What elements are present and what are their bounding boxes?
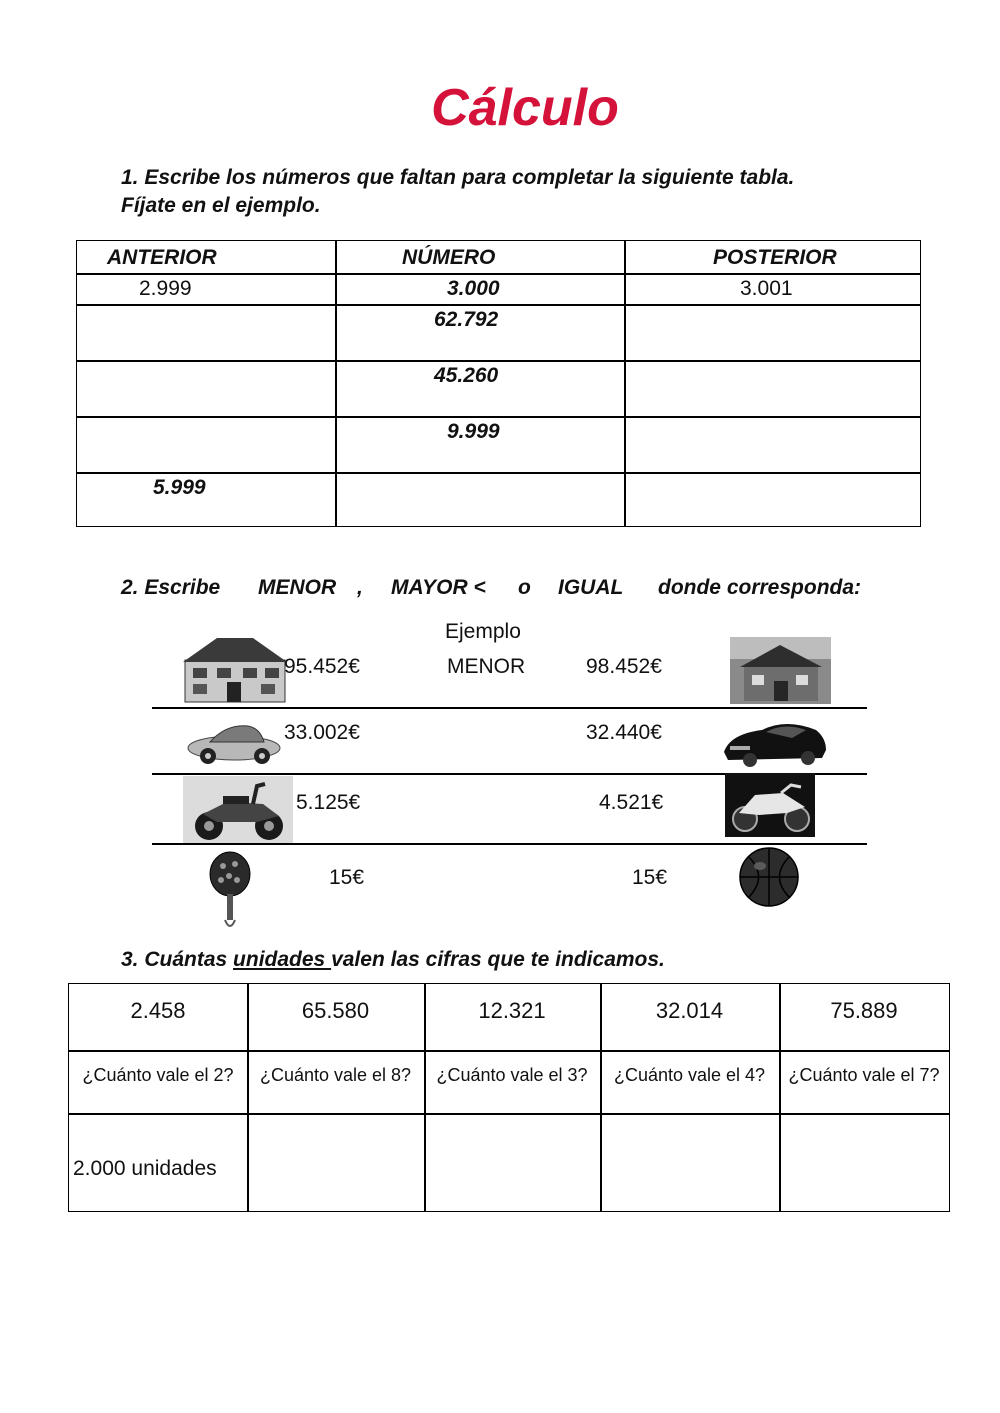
given-numero-3: 9.999 — [447, 420, 500, 443]
answer-cell-posterior-2[interactable] — [637, 365, 907, 411]
header-numero: NÚMERO — [402, 246, 496, 269]
question-3-underlined: unidades — [233, 948, 332, 971]
answer-cell-posterior-4[interactable] — [637, 477, 907, 523]
house-image — [730, 637, 831, 704]
question-2-end: donde corresponda: — [658, 576, 862, 599]
question-1-line-2: Fíjate en el ejemplo. — [121, 194, 321, 217]
answer-cell-1: 2.000 unidades — [73, 1157, 217, 1180]
number-cell-3: 12.321 — [478, 998, 546, 1023]
right-value-1: 98.452€ — [586, 655, 662, 678]
given-numero-2: 45.260 — [434, 364, 499, 387]
example-posterior: 3.001 — [740, 277, 793, 300]
left-value-3: 5.125€ — [296, 791, 361, 814]
answer-cell-posterior-1[interactable] — [637, 309, 907, 355]
given-numero-1: 62.792 — [434, 308, 499, 331]
row-divider — [152, 843, 867, 845]
motorcycle-image — [725, 773, 815, 837]
question-3-prefix: 3. Cuántas — [121, 948, 234, 971]
sports-car-image — [722, 712, 828, 768]
question-cell-5: ¿Cuánto vale el 7? — [788, 1065, 940, 1085]
scooter-image — [183, 776, 293, 844]
page-title: Cálculo — [431, 79, 619, 137]
number-cell-4: 32.014 — [655, 998, 724, 1023]
answer-cell-anterior-2[interactable] — [97, 365, 317, 411]
given-anterior-4: 5.999 — [153, 476, 206, 499]
classic-car-image — [186, 712, 284, 768]
answer-cell-3[interactable] — [426, 1116, 598, 1208]
question-2-mayor: MAYOR < — [391, 576, 486, 599]
answer-cell-numero-4[interactable] — [347, 477, 612, 523]
example-label: Ejemplo — [445, 620, 521, 643]
question-2-comma: , — [357, 576, 363, 599]
question-2-part-1: 2. Escribe — [121, 576, 221, 599]
right-value-4: 15€ — [632, 866, 668, 889]
number-cell-5: 75.889 — [830, 998, 898, 1023]
answer-cell-anterior-1[interactable] — [97, 309, 317, 355]
answer-cell-anterior-3[interactable] — [97, 421, 317, 467]
row-divider — [152, 707, 867, 709]
question-2-menor: MENOR — [258, 576, 337, 599]
basketball-image — [738, 846, 800, 908]
place-value-table — [68, 983, 950, 1212]
example-answer: MENOR — [447, 655, 526, 678]
question-3-suffix: valen las cifras que te indicamos. — [331, 948, 665, 971]
example-anterior: 2.999 — [139, 277, 192, 300]
question-cell-2: ¿Cuánto vale el 8? — [259, 1065, 412, 1085]
answer-cell-2[interactable] — [249, 1116, 422, 1208]
header-posterior: POSTERIOR — [713, 246, 837, 269]
question-3 — [121, 946, 665, 974]
header-anterior: ANTERIOR — [107, 246, 217, 269]
right-value-3: 4.521€ — [599, 791, 664, 814]
house-image — [183, 630, 287, 704]
answer-cell-5[interactable] — [781, 1116, 947, 1208]
answer-cell-4[interactable] — [602, 1116, 777, 1208]
number-cell-1: 2.458 — [130, 998, 186, 1023]
question-1-line-1: 1. Escribe los números que faltan para completar la siguiente tabla. — [121, 166, 795, 189]
answer-cell-posterior-3[interactable] — [637, 421, 907, 467]
question-cell-1: ¿Cuánto vale el 2? — [82, 1065, 234, 1085]
left-value-2: 33.002€ — [284, 721, 360, 744]
question-2-igual: IGUAL — [558, 576, 624, 599]
right-value-2: 32.440€ — [586, 721, 662, 744]
question-2-o: o — [518, 576, 531, 599]
question-cell-3: ¿Cuánto vale el 3? — [436, 1065, 588, 1085]
left-value-1: 95.452€ — [284, 655, 360, 678]
example-numero: 3.000 — [447, 277, 500, 300]
predecessor-successor-table — [76, 240, 921, 527]
question-cell-4: ¿Cuánto vale el 4? — [613, 1065, 766, 1085]
paddle-racket-image — [205, 850, 255, 932]
number-cell-2: 65.580 — [301, 998, 370, 1023]
left-value-4: 15€ — [329, 866, 365, 889]
